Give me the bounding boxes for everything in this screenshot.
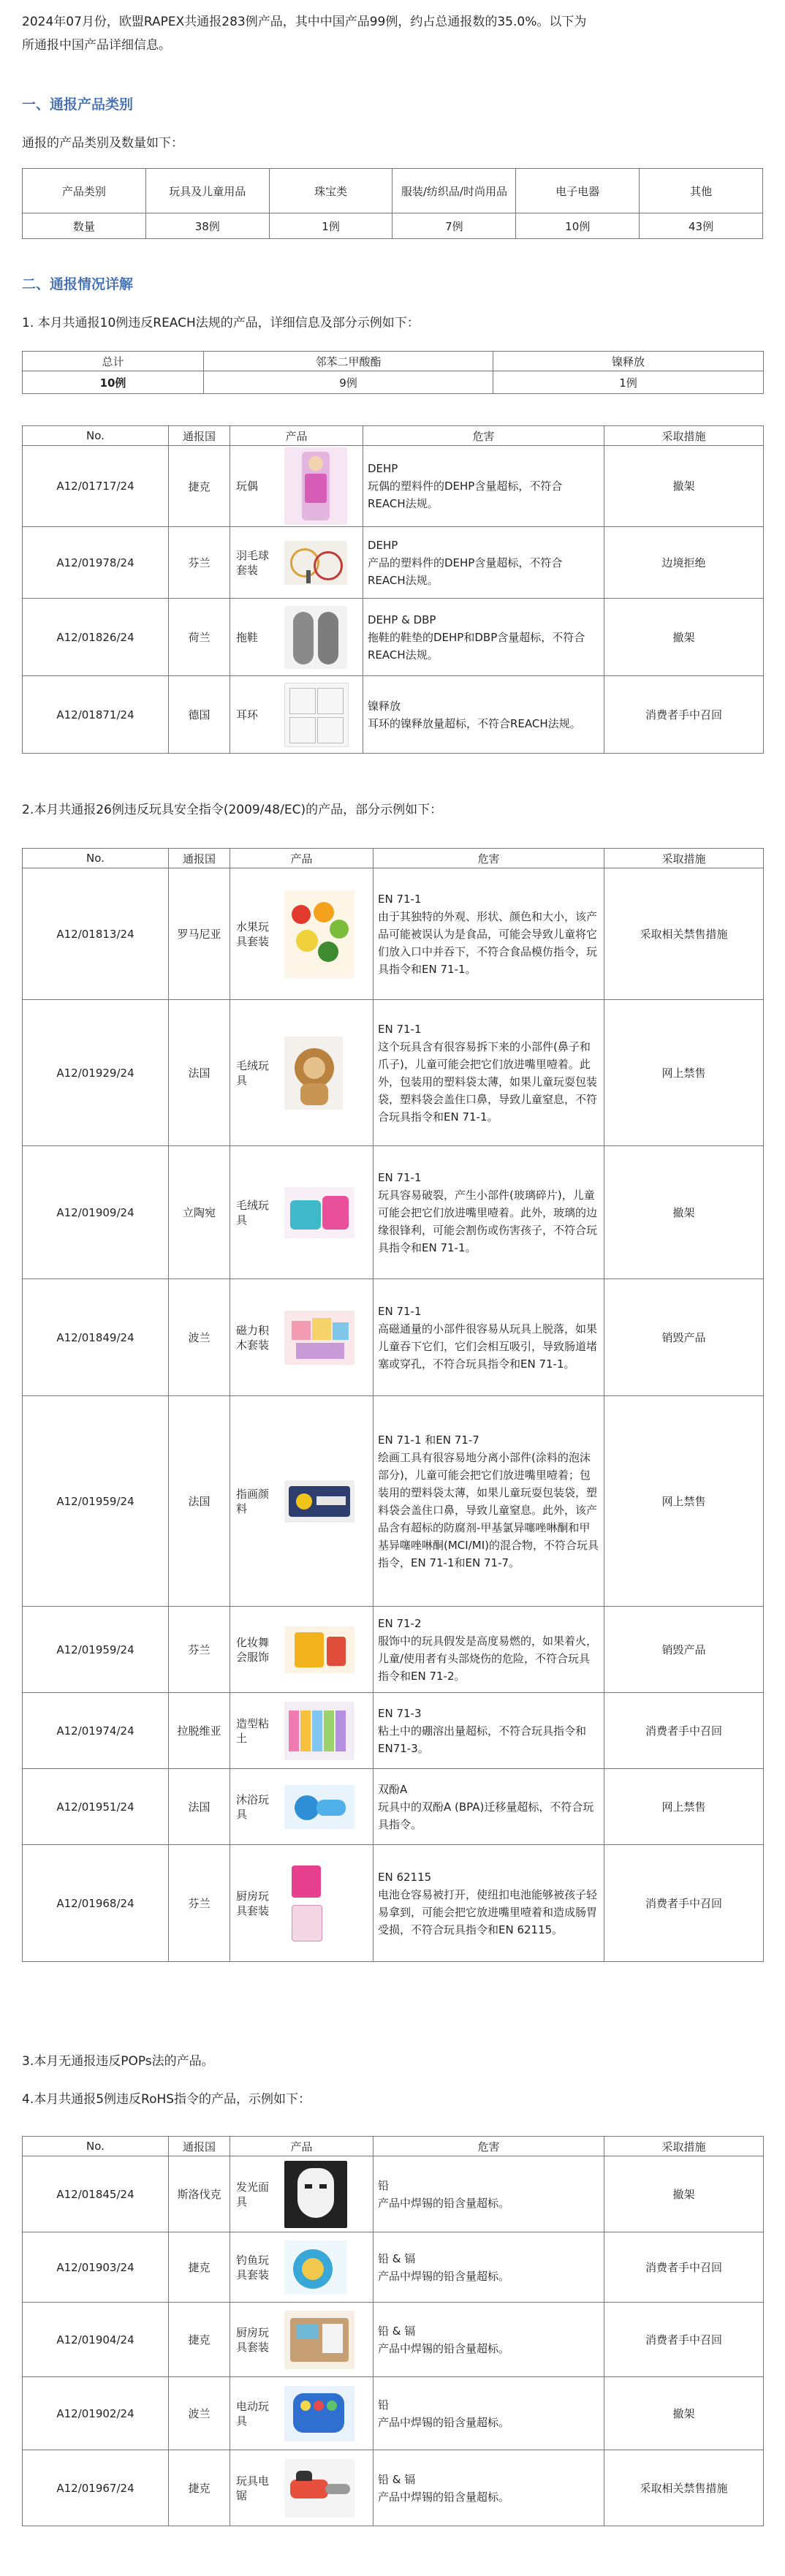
product-name: 厨房玩具套装 <box>236 2325 270 2354</box>
table-row <box>23 1279 764 1396</box>
notifying-country: 芬兰 <box>169 1845 230 1962</box>
product-cell <box>230 2450 373 2526</box>
table-header-cell: 邻苯二甲酸酯 <box>204 352 493 371</box>
table-cell: 10例 <box>23 371 204 394</box>
table-cell: 电子电器 <box>516 169 640 213</box>
product-cell <box>230 2377 373 2450</box>
table-row <box>23 1769 764 1845</box>
notice-number: A12/01845/24 <box>23 2156 169 2232</box>
action-taken: 网上禁售 <box>604 1396 764 1607</box>
table-row <box>23 1845 764 1962</box>
hazard-cell <box>373 2156 604 2232</box>
product-image-plush-lion <box>284 1037 343 1110</box>
hazard-cell <box>373 2377 604 2450</box>
column-header: 通报国 <box>169 426 230 446</box>
table-row <box>23 2303 764 2377</box>
table-row <box>23 1396 764 1607</box>
hazard-cell <box>363 527 604 599</box>
product-cell <box>230 2303 373 2377</box>
column-header: 采取措施 <box>604 849 764 868</box>
table-header-row <box>23 426 764 446</box>
notice-number: A12/01871/24 <box>23 676 169 754</box>
action-taken: 撤架 <box>604 599 764 676</box>
hazard-title: EN 71-1 <box>378 1304 422 1318</box>
section-heading-details: 二、通报情况详解 <box>22 276 134 292</box>
product-cell <box>230 1693 373 1769</box>
action-taken: 消费者手中召回 <box>604 1845 764 1962</box>
product-image-doll <box>284 447 347 525</box>
table-cell: 服装/纺织品/时尚用品 <box>392 169 516 213</box>
product-name: 厨房玩具套装 <box>236 1889 270 1917</box>
product-image-led-mask <box>284 2161 347 2228</box>
product-image-plush-bag <box>284 1187 354 1238</box>
hazard-cell <box>373 868 604 1000</box>
hazard-text: 电池仓容易被打开，使纽扣电池能够被孩子轻易拿到，可能会把它放进嘴里噎着和造成肠胃受损，不符合玩具指令和EN 62115。 <box>378 1887 598 1936</box>
hazard-text: 产品中焊锡的铅含量超标。 <box>378 2269 510 2283</box>
table-header-row <box>23 2137 764 2156</box>
hazard-title: 铅 & 镉 <box>378 2251 416 2265</box>
toys-detail-table <box>22 848 764 1962</box>
hazard-cell <box>373 1845 604 1962</box>
product-image-kitchen-toy <box>284 2311 354 2369</box>
action-taken: 撤架 <box>604 446 764 527</box>
table-header-cell: 镍释放 <box>493 352 764 371</box>
product-name: 沐浴玩具 <box>236 1792 270 1821</box>
column-header: No. <box>23 2137 169 2156</box>
hazard-title: EN 71-1 <box>378 1170 422 1184</box>
table-row <box>23 1607 764 1693</box>
product-name: 拖鞋 <box>236 630 259 644</box>
product-name: 毛绒玩具 <box>236 1198 270 1227</box>
product-name: 水果玩具套装 <box>236 920 270 948</box>
table-header-cell: 总计 <box>23 352 204 371</box>
hazard-text: 产品中焊锡的铅含量超标。 <box>378 2490 510 2504</box>
hazard-cell <box>363 676 604 754</box>
table-row <box>23 2377 764 2450</box>
hazard-title: 双酚A <box>378 1782 408 1796</box>
notifying-country: 芬兰 <box>169 1607 230 1693</box>
action-taken: 消费者手中召回 <box>604 1693 764 1769</box>
notifying-country: 罗马尼亚 <box>169 868 230 1000</box>
action-taken: 撤架 <box>604 2377 764 2450</box>
hazard-cell <box>373 2232 604 2303</box>
action-taken: 撤架 <box>604 2156 764 2232</box>
notifying-country: 拉脱维亚 <box>169 1693 230 1769</box>
hazard-title: DEHP <box>368 538 398 552</box>
hazard-cell <box>373 2303 604 2377</box>
product-cell <box>230 2232 373 2303</box>
product-cell <box>230 527 363 599</box>
action-taken: 网上禁售 <box>604 1000 764 1146</box>
table-row <box>23 446 764 527</box>
hazard-title: EN 71-1 和EN 71-7 <box>378 1433 479 1447</box>
product-cell <box>230 1279 373 1396</box>
product-name: 耳环 <box>236 708 259 721</box>
hazard-text: 粘土中的硼溶出量超标，不符合玩具指令和EN71-3。 <box>378 1724 587 1755</box>
product-cell <box>230 446 363 527</box>
notice-number: A12/01717/24 <box>23 446 169 527</box>
product-image-toy-chainsaw <box>284 2459 354 2518</box>
notifying-country: 捷克 <box>169 2303 230 2377</box>
table-cell: 珠宝类 <box>269 169 392 213</box>
product-name: 发光面具 <box>236 2180 270 2208</box>
action-taken: 消费者手中召回 <box>604 2303 764 2377</box>
column-header: 危害 <box>373 849 604 868</box>
hazard-title: 铅 <box>378 2398 390 2412</box>
column-header: No. <box>23 849 169 868</box>
product-cell <box>230 1845 373 1962</box>
notice-number: A12/01967/24 <box>23 2450 169 2526</box>
table-row <box>23 2450 764 2526</box>
table-cell: 43例 <box>640 213 763 239</box>
product-cell <box>230 2156 373 2232</box>
product-image-bath-toy <box>284 1785 354 1829</box>
product-cell <box>230 1769 373 1845</box>
notice-number: A12/01903/24 <box>23 2232 169 2303</box>
hazard-cell <box>373 1146 604 1279</box>
hazard-title: 铅 <box>378 2178 390 2192</box>
rohs-detail-table <box>22 2136 764 2526</box>
hazard-title: EN 71-3 <box>378 1706 422 1720</box>
hazard-text: 产品中焊锡的铅含量超标。 <box>378 2196 510 2210</box>
product-image-slippers <box>284 606 347 669</box>
product-cell <box>230 1000 373 1146</box>
hazard-text: 产品中焊锡的铅含量超标。 <box>378 2341 510 2355</box>
table-header-row <box>23 849 764 868</box>
table-row <box>23 527 764 599</box>
action-taken: 撤架 <box>604 1146 764 1279</box>
reach-summary-table <box>22 351 764 394</box>
product-name: 玩偶 <box>236 480 259 493</box>
hazard-text: 耳环的镍释放量超标，不符合REACH法规。 <box>368 716 581 730</box>
hazard-cell <box>373 2450 604 2526</box>
hazard-cell <box>373 1000 604 1146</box>
table-cell: 产品类别 <box>23 169 146 213</box>
categories-lead: 通报的产品类别及数量如下： <box>22 136 183 151</box>
action-taken: 网上禁售 <box>604 1769 764 1845</box>
action-taken: 消费者手中召回 <box>604 676 764 754</box>
product-name: 电动玩具 <box>236 2399 270 2428</box>
product-cell <box>230 1396 373 1607</box>
product-name: 化妆舞会服饰 <box>236 1635 270 1664</box>
action-taken: 销毁产品 <box>604 1279 764 1396</box>
column-header: 产品 <box>230 426 363 446</box>
hazard-text: 绘画工具有很容易地分离小部件(涂料的泡沫部分)，儿童可能会把它们放进嘴里噎着；包装用的塑料袋太薄，如果儿童玩耍包装袋，塑料袋会盖住口鼻，导致儿童窒息。此外，该产品含有超标的防腐剂-甲基氯异噻唑啉酮和甲基异噻唑啉酮(MCI/MI)的混合物，不符合玩具指令，EN 71-1和EN 71-7。 <box>378 1450 599 1569</box>
product-image-electric-toy <box>284 2386 354 2441</box>
notice-number: A12/01959/24 <box>23 1607 169 1693</box>
product-image-earrings <box>284 683 349 747</box>
product-image-fishing-toy <box>284 2240 347 2295</box>
action-taken: 采取相关禁售措施 <box>604 2450 764 2526</box>
reach-detail-table <box>22 425 764 754</box>
section-heading-categories: 一、通报产品类别 <box>22 96 134 113</box>
notice-number: A12/01929/24 <box>23 1000 169 1146</box>
product-cell <box>230 676 363 754</box>
hazard-text: 玩偶的塑料件的DEHP含量超标，不符合REACH法规。 <box>368 480 563 510</box>
table-row <box>23 371 764 394</box>
toys-lead: 2.本月共通报26例违反玩具安全指令(2009/48/EC)的产品，部分示例如下： <box>22 803 443 817</box>
product-image-costume <box>284 1626 354 1673</box>
notice-number: A12/01959/24 <box>23 1396 169 1607</box>
product-cell <box>230 868 373 1000</box>
notifying-country: 斯洛伐克 <box>169 2156 230 2232</box>
hazard-text: 这个玩具含有很容易拆下来的小部件(鼻子和爪子)，儿童可能会把它们放进嘴里噎着。此外，包装用的塑料袋太薄，如果儿童玩耍包装袋，塑料袋会盖住口鼻，导致儿童窒息，不符合玩具指令和EN 71-1。 <box>378 1039 598 1124</box>
table-cell: 玩具及儿童用品 <box>145 169 269 213</box>
intro-line-1 <box>22 10 586 34</box>
notifying-country: 立陶宛 <box>169 1146 230 1279</box>
notice-number: A12/01902/24 <box>23 2377 169 2450</box>
notifying-country: 法国 <box>169 1396 230 1607</box>
hazard-text: 玩具中的双酚A (BPA)迁移量超标，不符合玩具指令。 <box>378 1800 594 1831</box>
table-cell: 1例 <box>269 213 392 239</box>
category-table <box>22 168 763 239</box>
pops-line: 3.本月无通报违反POPs法的产品。 <box>22 2054 214 2069</box>
notifying-country: 捷克 <box>169 2232 230 2303</box>
column-header: 采取措施 <box>604 426 764 446</box>
hazard-title: EN 62115 <box>378 1870 432 1884</box>
action-taken: 消费者手中召回 <box>604 2232 764 2303</box>
hazard-title: DEHP <box>368 462 398 475</box>
product-image-kitchen-set <box>284 1860 328 1947</box>
product-name: 钓鱼玩具套装 <box>236 2253 270 2281</box>
product-name: 毛绒玩具 <box>236 1058 270 1087</box>
hazard-title: 铅 & 镉 <box>378 2324 416 2338</box>
table-row <box>23 213 763 239</box>
hazard-cell <box>363 599 604 676</box>
notice-number: A12/01968/24 <box>23 1845 169 1962</box>
table-cell: 9例 <box>204 371 493 394</box>
hazard-text: 产品中焊锡的铅含量超标。 <box>378 2415 510 2429</box>
column-header: 产品 <box>230 2137 373 2156</box>
hazard-text: 高磁通量的小部件很容易从玩具上脱落，如果儿童吞下它们，它们会相互吸引，导致肠道堵塞或穿孔，不符合玩具指令和EN 71-1。 <box>378 1322 598 1371</box>
hazard-text: 玩具容易破裂，产生小部件(玻璃碎片)，儿童可能会把它们放进嘴里噎着。此外，玻璃的边缘很锋利，可能会割伤或伤害孩子，不符合玩具指令和EN 71-1。 <box>378 1188 598 1254</box>
notifying-country: 波兰 <box>169 2377 230 2450</box>
hazard-title: EN 71-1 <box>378 1022 422 1036</box>
notice-number: A12/01826/24 <box>23 599 169 676</box>
action-taken: 销毁产品 <box>604 1607 764 1693</box>
notice-number: A12/01909/24 <box>23 1146 169 1279</box>
column-header: 产品 <box>230 849 373 868</box>
hazard-cell <box>373 1693 604 1769</box>
table-row <box>23 352 764 371</box>
product-image-finger-paint <box>284 1480 354 1523</box>
notice-number: A12/01813/24 <box>23 868 169 1000</box>
product-name: 磁力积木套装 <box>236 1323 270 1352</box>
table-row <box>23 599 764 676</box>
notifying-country: 法国 <box>169 1769 230 1845</box>
notice-number: A12/01904/24 <box>23 2303 169 2377</box>
product-cell <box>230 1146 373 1279</box>
table-row <box>23 676 764 754</box>
notifying-country: 捷克 <box>169 446 230 527</box>
notice-number: A12/01974/24 <box>23 1693 169 1769</box>
notifying-country: 波兰 <box>169 1279 230 1396</box>
rohs-lead: 4.本月共通报5例违反RoHS指令的产品，示例如下： <box>22 2092 311 2107</box>
hazard-text: 由于其独特的外观、形状、颜色和大小，该产品可能被误认为是食品，可能会导致儿童将它们放入口中并吞下，不符合食品模仿指令，玩具指令和EN 71-1。 <box>378 909 598 976</box>
product-cell <box>230 1607 373 1693</box>
notifying-country: 捷克 <box>169 2450 230 2526</box>
hazard-title: 镍释放 <box>368 699 401 713</box>
hazard-title: 铅 & 镉 <box>378 2472 416 2486</box>
table-row <box>23 2156 764 2232</box>
table-row <box>23 1146 764 1279</box>
notifying-country: 法国 <box>169 1000 230 1146</box>
product-image-magnetic-blocks <box>284 1311 354 1365</box>
product-image-badminton-set <box>284 541 347 585</box>
table-row <box>23 1693 764 1769</box>
intro-line-2: 所通报中国产品详细信息。 <box>22 38 171 53</box>
table-row <box>23 1000 764 1146</box>
intro-text: 2024年07月份，欧盟RAPEX共通报283例产品，其中中国产品99例，约占总通报数的35.0%。以下为 <box>22 15 587 29</box>
column-header: 危害 <box>373 2137 604 2156</box>
hazard-cell <box>373 1279 604 1396</box>
product-name: 羽毛球套装 <box>236 548 270 577</box>
notifying-country: 芬兰 <box>169 527 230 599</box>
table-cell: 10例 <box>516 213 640 239</box>
column-header: 通报国 <box>169 849 230 868</box>
hazard-cell <box>373 1396 604 1607</box>
product-image-fruit-toys <box>284 890 354 978</box>
product-cell <box>230 599 363 676</box>
table-row <box>23 2232 764 2303</box>
table-cell: 其他 <box>640 169 763 213</box>
notifying-country: 荷兰 <box>169 599 230 676</box>
hazard-cell <box>363 446 604 527</box>
table-row <box>23 169 763 213</box>
hazard-text: 拖鞋的鞋垫的DEHP和DBP含量超标，不符合REACH法规。 <box>368 630 585 662</box>
column-header: No. <box>23 426 169 446</box>
product-image-modeling-clay <box>284 1702 354 1760</box>
column-header: 通报国 <box>169 2137 230 2156</box>
product-name: 玩具电锯 <box>236 2474 270 2502</box>
notice-number: A12/01849/24 <box>23 1279 169 1396</box>
action-taken: 边境拒绝 <box>604 527 764 599</box>
table-row <box>23 868 764 1000</box>
column-header: 危害 <box>363 426 604 446</box>
notice-number: A12/01951/24 <box>23 1769 169 1845</box>
table-cell: 38例 <box>145 213 269 239</box>
hazard-title: DEHP & DBP <box>368 613 436 626</box>
table-cell: 7例 <box>392 213 516 239</box>
hazard-title: EN 71-2 <box>378 1616 422 1630</box>
notifying-country: 德国 <box>169 676 230 754</box>
hazard-text: 产品的塑料件的DEHP含量超标，不符合REACH法规。 <box>368 556 563 587</box>
action-taken: 采取相关禁售措施 <box>604 868 764 1000</box>
hazard-cell <box>373 1607 604 1693</box>
table-cell: 1例 <box>493 371 764 394</box>
product-name: 指画颜料 <box>236 1487 270 1515</box>
hazard-text: 服饰中的玩具假发是高度易燃的，如果着火，儿童/使用者有头部烧伤的危险，不符合玩具指令和EN 71-2。 <box>378 1634 598 1683</box>
product-name: 造型粘土 <box>236 1716 270 1745</box>
notice-number: A12/01978/24 <box>23 527 169 599</box>
table-cell: 数量 <box>23 213 146 239</box>
hazard-cell <box>373 1769 604 1845</box>
hazard-title: EN 71-1 <box>378 892 422 906</box>
reach-lead: 1. 本月共通报10例违反REACH法规的产品，详细信息及部分示例如下： <box>22 316 420 330</box>
column-header: 采取措施 <box>604 2137 764 2156</box>
